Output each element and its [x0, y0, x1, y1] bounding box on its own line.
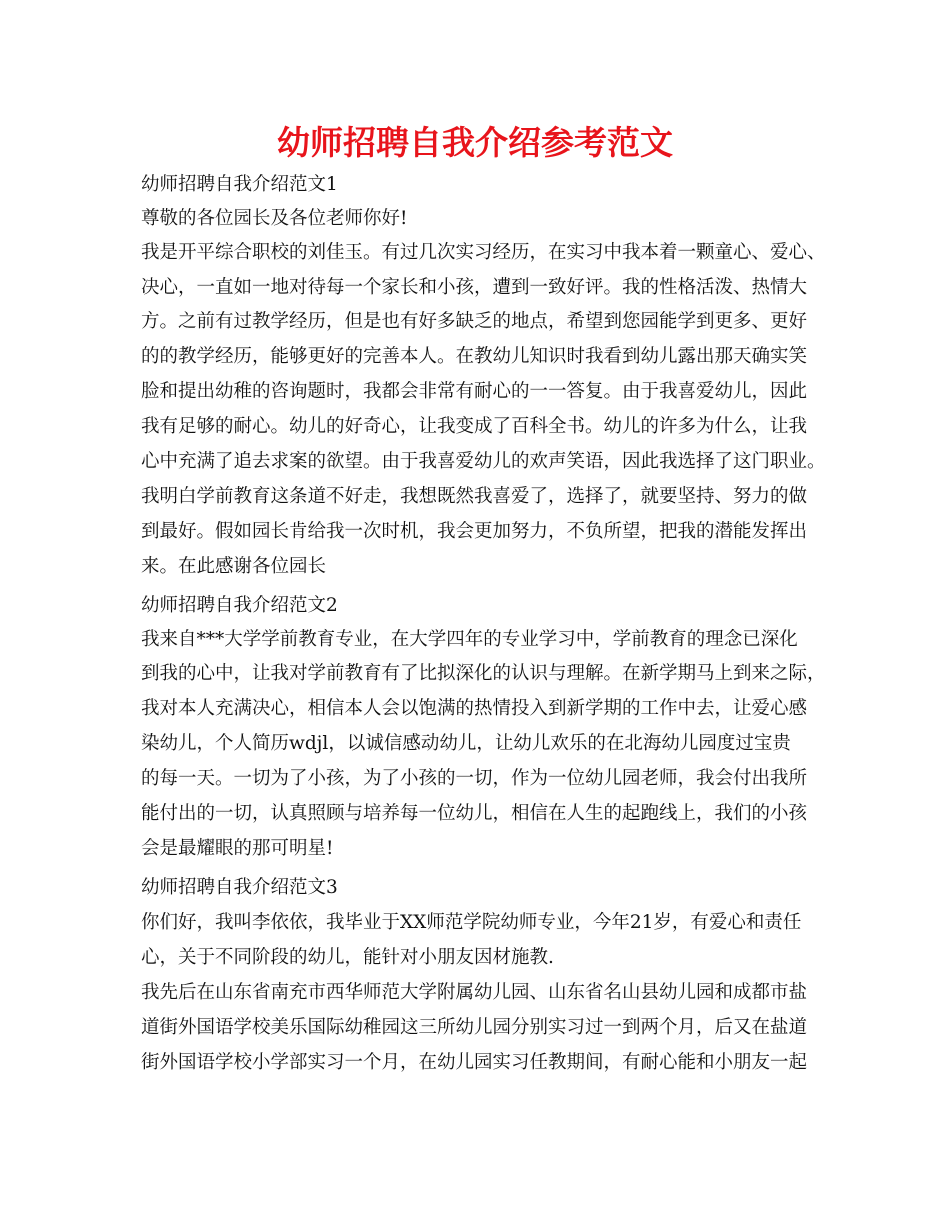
body-line: 我先后在山东省南充市西华师范大学附属幼儿园、山东省名山县幼儿园和成都市盐 [141, 982, 808, 1003]
body-line: 我有足够的耐心。幼儿的好奇心，让我变成了百科全书。幼儿的许多为什么，让我 [141, 416, 808, 437]
body-line: 街外国语学校小学部实习一个月，在幼儿园实习任教期间，有耐心能和小朋友一起 [141, 1052, 808, 1073]
body-line: 我来自***大学学前教育专业，在大学四年的专业学习中，学前教育的理念已深化 [141, 629, 798, 650]
body-line: 方。之前有过教学经历，但是也有好多缺乏的地点，希望到您园能学到更多、更好 [141, 311, 808, 332]
body-line: 能付出的一切，认真照顾与培养每一位幼儿，相信在人生的起跑线上，我们的小孩 [141, 803, 808, 824]
body-line: 的每一天。一切为了小孩，为了小孩的一切，作为一位幼儿园老师，我会付出我所 [141, 768, 808, 789]
body-line: 会是最耀眼的那可明星! [141, 838, 334, 859]
body-line: 脸和提出幼稚的咨询题时，我都会非常有耐心的一一答复。由于我喜爱幼儿，因此 [141, 381, 808, 402]
body-line: 到我的心中，让我对学前教育有了比拟深化的认识与理解。在新学期马上到来之际， [141, 663, 826, 684]
body-line: 你们好，我叫李依依，我毕业于XX师范学院幼师专业，今年21岁，有爱心和责任 [141, 912, 802, 933]
body-line: 道街外国语学校美乐国际幼稚园这三所幼儿园分别实习过一到两个月，后又在盐道 [141, 1017, 808, 1038]
body-line: 我对本人充满决心，相信本人会以饱满的热情投入到新学期的工作中去，让爱心感 [141, 698, 808, 719]
body-line: 我是开平综合职校的刘佳玉。有过几次实习经历，在实习中我本着一颗童心、爱心、 [141, 242, 826, 263]
body-line: 染幼儿，个人简历wdjl，以诚信感动幼儿，让幼儿欢乐的在北海幼儿园度过宝贵 [141, 733, 791, 754]
body-line: 心中充满了追去求案的欲望。由于我喜爱幼儿的欢声笑语，因此我选择了这门职业。 [141, 451, 826, 472]
section-heading-1: 幼师招聘自我介绍范文1 [141, 174, 338, 195]
body-line: 心，关于不同阶段的幼儿，能针对小朋友因材施教. [141, 947, 554, 968]
body-line: 决心，一直如一地对待每一个家长和小孩，遭到一致好评。我的性格活泼、热情大 [141, 277, 808, 298]
document-title: 幼师招聘自我介绍参考范文 [277, 123, 673, 162]
greeting-line: 尊敬的各位园长及各位老师你好! [141, 208, 408, 229]
body-line: 到最好。假如园长肯给我一次时机，我会更加努力，不负所望，把我的潜能发挥出 [141, 521, 808, 542]
body-line: 的的教学经历，能够更好的完善本人。在教幼儿知识时我看到幼儿露出那天确实笑 [141, 346, 808, 367]
body-line: 来。在此感谢各位园长 [141, 556, 327, 577]
section-heading-2: 幼师招聘自我介绍范文2 [141, 595, 338, 616]
body-line: 我明白学前教育这条道不好走，我想既然我喜爱了，选择了，就要坚持、努力的做 [141, 486, 808, 507]
section-heading-3: 幼师招聘自我介绍范文3 [141, 877, 338, 898]
